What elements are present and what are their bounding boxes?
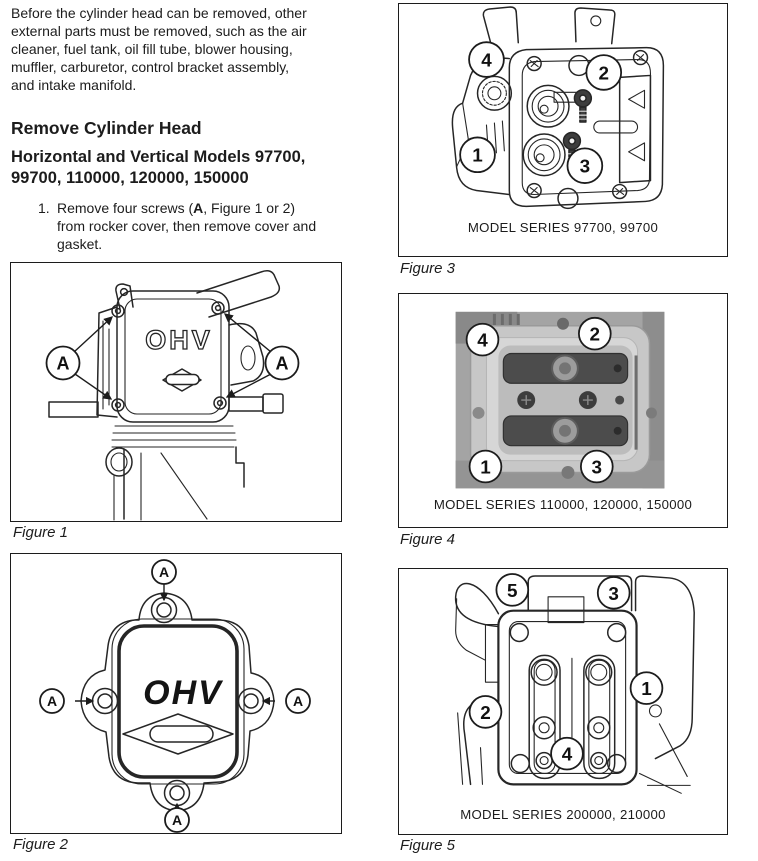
callout-1-label: 1: [641, 678, 652, 700]
step-text-pre: Remove four screws (: [57, 200, 194, 216]
engine-outline: [49, 271, 283, 520]
callout-3-label: 3: [608, 582, 619, 604]
figure-4-caption: Figure 4: [400, 531, 456, 548]
callout-4: [551, 738, 583, 770]
callout-a-right: [266, 347, 299, 380]
callout-2: [579, 318, 611, 350]
callout-1-label: 1: [480, 456, 491, 478]
figure-5-series-label: MODEL SERIES 200000, 210000: [460, 807, 666, 822]
figure-4-series-label: MODEL SERIES 110000, 120000, 150000: [433, 497, 693, 512]
ohv-cover-label: OHV: [143, 674, 223, 712]
callout-3: [581, 451, 613, 483]
callout-2-label: 2: [589, 323, 601, 345]
step-callout-ref: A: [193, 200, 204, 216]
valve-springs: [523, 85, 569, 175]
step-line: from rocker cover, then remove cover and: [57, 218, 317, 234]
figure-1-frame: [10, 262, 342, 522]
intro-line: cleaner, fuel tank, oil fill tube, blower housing,: [11, 41, 293, 57]
step-text: [57, 199, 316, 253]
callout-a-left: [40, 689, 64, 713]
figure-1-caption: Figure 1: [13, 524, 69, 541]
subsection-line: Horizontal and Vertical Models 97700,: [11, 148, 306, 166]
callout-a-bottom-label: A: [171, 812, 183, 828]
callout-a-top: [152, 560, 176, 584]
callout-a-right-label: A: [275, 353, 289, 374]
callout-4-label: 4: [481, 49, 492, 71]
figure-3-frame: [398, 3, 728, 257]
callout-4: [469, 42, 504, 77]
callout-4-label: 4: [477, 329, 488, 351]
step-1: [38, 199, 316, 253]
step-line: gasket.: [57, 236, 103, 252]
callout-5-label: 5: [507, 579, 518, 601]
callout-a-bottom: [165, 808, 189, 832]
callout-1: [631, 672, 663, 704]
callout-2: [586, 55, 621, 90]
callout-4: [467, 324, 499, 356]
subsection-line: 99700, 110000, 120000, 150000: [11, 168, 249, 187]
figure-2-caption: Figure 2: [13, 836, 69, 853]
intro-line: Before the cylinder head can be removed, other: [11, 5, 307, 21]
figure-1-drawing: [11, 263, 341, 521]
callout-2-label: 2: [598, 62, 610, 84]
figure-3-caption: Figure 3: [400, 260, 456, 277]
figure-3-series-label: MODEL SERIES 97700, 99700: [467, 220, 659, 235]
callout-1: [460, 137, 495, 172]
intro-line: and intake manifold.: [11, 77, 137, 93]
callout-a-right-label: A: [292, 693, 304, 709]
figure-4-photo: [399, 294, 727, 527]
figure-5-drawing: [399, 569, 727, 834]
callout-1-label: 1: [472, 144, 483, 166]
callout-3-label: 3: [591, 456, 603, 478]
callout-1: [470, 451, 502, 483]
callout-a-top-label: A: [158, 564, 170, 580]
figure-2-frame: [10, 553, 342, 834]
figure-5-frame: [398, 568, 728, 835]
cover-screws: [112, 302, 226, 411]
callout-3: [567, 148, 602, 183]
callout-a-left-label: A: [46, 693, 58, 709]
callout-2: [470, 696, 502, 728]
callout-a-left: [47, 347, 80, 380]
figure-4-frame: [398, 293, 728, 528]
figure-3-drawing: [399, 4, 727, 256]
step-text-post: , Figure 1 or 2): [203, 200, 296, 216]
callout-2-label: 2: [480, 701, 491, 723]
section-heading: Remove Cylinder Head: [11, 118, 202, 138]
cylinder-head-drawing: [452, 7, 663, 208]
callout-3: [598, 577, 630, 609]
step-line: [57, 199, 316, 217]
intro-paragraph: [11, 4, 307, 94]
figure-2-drawing: [11, 554, 341, 833]
figure-5-caption: Figure 5: [400, 837, 456, 854]
callout-5: [496, 574, 528, 606]
intro-line: external parts must be removed, such as the air: [11, 23, 307, 39]
callout-a-left-label: A: [56, 353, 70, 374]
subsection-heading: [11, 147, 305, 188]
intro-line: muffler, carburetor, control bracket assembly,: [11, 59, 290, 75]
ohv-cover-label: OHV: [145, 325, 213, 355]
step-number: 1.: [38, 200, 50, 216]
callout-a-right: [286, 689, 310, 713]
callout-4-label: 4: [561, 743, 573, 765]
callout-3-label: 3: [579, 155, 591, 177]
